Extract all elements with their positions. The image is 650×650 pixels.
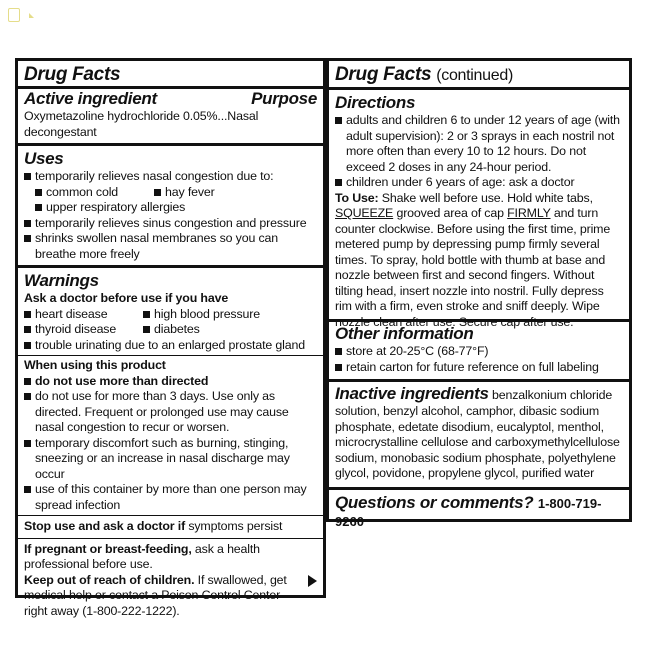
to-use-text-b: grooved area of cap — [396, 206, 504, 220]
list-item: trouble urinating due to an enlarged prostate gland — [24, 338, 317, 354]
stop-use-text: symptoms persist — [188, 519, 283, 533]
list-item: heart disease — [24, 307, 143, 323]
list-item: store at 20-25°C (68-77°F) — [335, 344, 623, 360]
list-item: diabetes — [143, 322, 200, 338]
list-item: common cold — [35, 185, 154, 201]
warnings-heading: Warnings — [24, 271, 99, 290]
pregnant-heading: If pregnant or breast-feeding, — [24, 541, 192, 556]
inactive-ingredients-text: benzalkonium chloride solution, benzyl alcohol, camphor, dibasic sodium phosphate, edetate disodium, eucalyptol, menthol, microcrystalline cellulose and carboxymethylcellulose sodium, monobasic sodium phosphate, polyethylene glycol, povidone, propylene glycol, purified water — [335, 388, 620, 480]
to-use-label: To Use: — [335, 190, 379, 205]
to-use-text-c: and turn counter clockwise. Before using the first time, prime metered pump by depressing pump firmly several times. To spray, hold bottle with thumb at base and nozzle between first and second fingers. Without tilting head, insert nozzle into nostril. Fully depress rim with a firm, even stroke and sniff deeply. Wipe nozzle clean after use. Secure cap after use. — [335, 206, 611, 329]
inactive-ingredients-panel — [326, 382, 632, 490]
purpose-heading: Purpose — [251, 89, 317, 108]
ask-doctor-heading: Ask a doctor before use if you have — [24, 291, 229, 305]
pregnant-section — [18, 538, 323, 620]
keep-out-heading: Keep out of reach of children. — [24, 572, 195, 587]
continue-arrow-icon — [308, 575, 317, 587]
list-item: high blood pressure — [143, 307, 260, 323]
corner-triangle-icon — [29, 13, 34, 18]
list-item: children under 6 years of age: ask a doctor — [335, 175, 623, 191]
list-item: thyroid disease — [24, 322, 143, 338]
drug-facts-header — [18, 61, 323, 86]
keep-out-text: If swallowed, get medical help or contact a Poison Control Center right away (1-800-222-1222). — [24, 572, 287, 618]
when-using-section — [18, 355, 323, 515]
list-item: adults and children 6 to under 12 years of age (with adult supervision): 2 or 3 sprays in each nostril not more often than every 10 to 12 hours. Do not exceed 2 doses in any 24-hour period. — [335, 113, 623, 175]
stop-use-section — [18, 515, 323, 538]
active-ingredient-section — [18, 86, 323, 143]
continued-suffix: (continued) — [436, 67, 513, 84]
to-use-squeeze: SQUEEZE — [335, 206, 394, 220]
directions-panel — [326, 58, 632, 329]
to-use-firmly: FIRMLY — [507, 206, 551, 220]
uses-section — [18, 143, 323, 265]
questions-heading: Questions or comments? — [335, 493, 534, 512]
list-item: temporarily relieves sinus congestion and pressure — [24, 216, 317, 232]
corner-square-icon — [8, 8, 20, 22]
list-item: do not use more than directed — [24, 374, 317, 390]
list-item: shrinks swollen nasal membranes so you can breathe more freely — [24, 231, 317, 262]
when-using-heading: When using this product — [24, 358, 166, 372]
list-item: temporarily relieves nasal congestion due to: — [24, 169, 317, 185]
warnings-section — [18, 265, 323, 355]
uses-heading: Uses — [24, 149, 64, 168]
questions-phone: 1-800-719-9260 — [335, 496, 602, 529]
other-information-panel — [326, 322, 632, 382]
drug-facts-left-panel — [15, 58, 326, 618]
other-information-heading: Other information — [335, 324, 474, 343]
to-use-text-a: Shake well before use. Hold white tabs, — [381, 190, 593, 205]
list-item: do not use for more than 3 days. Use only as directed. Frequent or prolonged use may cause nasal congestion to recur or worsen. — [24, 389, 317, 436]
list-item: upper respiratory allergies — [35, 200, 317, 216]
stop-use-heading: Stop use and ask a doctor if — [24, 519, 186, 533]
directions-heading: Directions — [335, 93, 416, 112]
pregnant-text: ask a health professional before use. — [24, 541, 260, 571]
list-item: hay fever — [154, 185, 215, 201]
list-item: use of this container by more than one person may spread infection — [24, 482, 317, 513]
active-ingredient-heading: Active ingredient — [24, 89, 157, 108]
continued-header — [329, 61, 629, 87]
directions-section — [329, 87, 629, 330]
inactive-ingredients-heading: Inactive ingredients — [335, 384, 489, 403]
drug-facts-title: Drug Facts — [24, 64, 121, 85]
list-item: retain carton for future reference on full labeling — [335, 360, 623, 376]
list-item: temporary discomfort such as burning, stinging, sneezing or an increase in nasal discharge may occur — [24, 436, 317, 483]
drug-facts-continued-title: Drug Facts — [335, 64, 432, 85]
active-ingredient-line: Oxymetazoline hydrochloride 0.05%...Nasal decongestant — [24, 109, 259, 139]
to-use-paragraph — [335, 191, 623, 331]
questions-panel — [326, 490, 632, 529]
